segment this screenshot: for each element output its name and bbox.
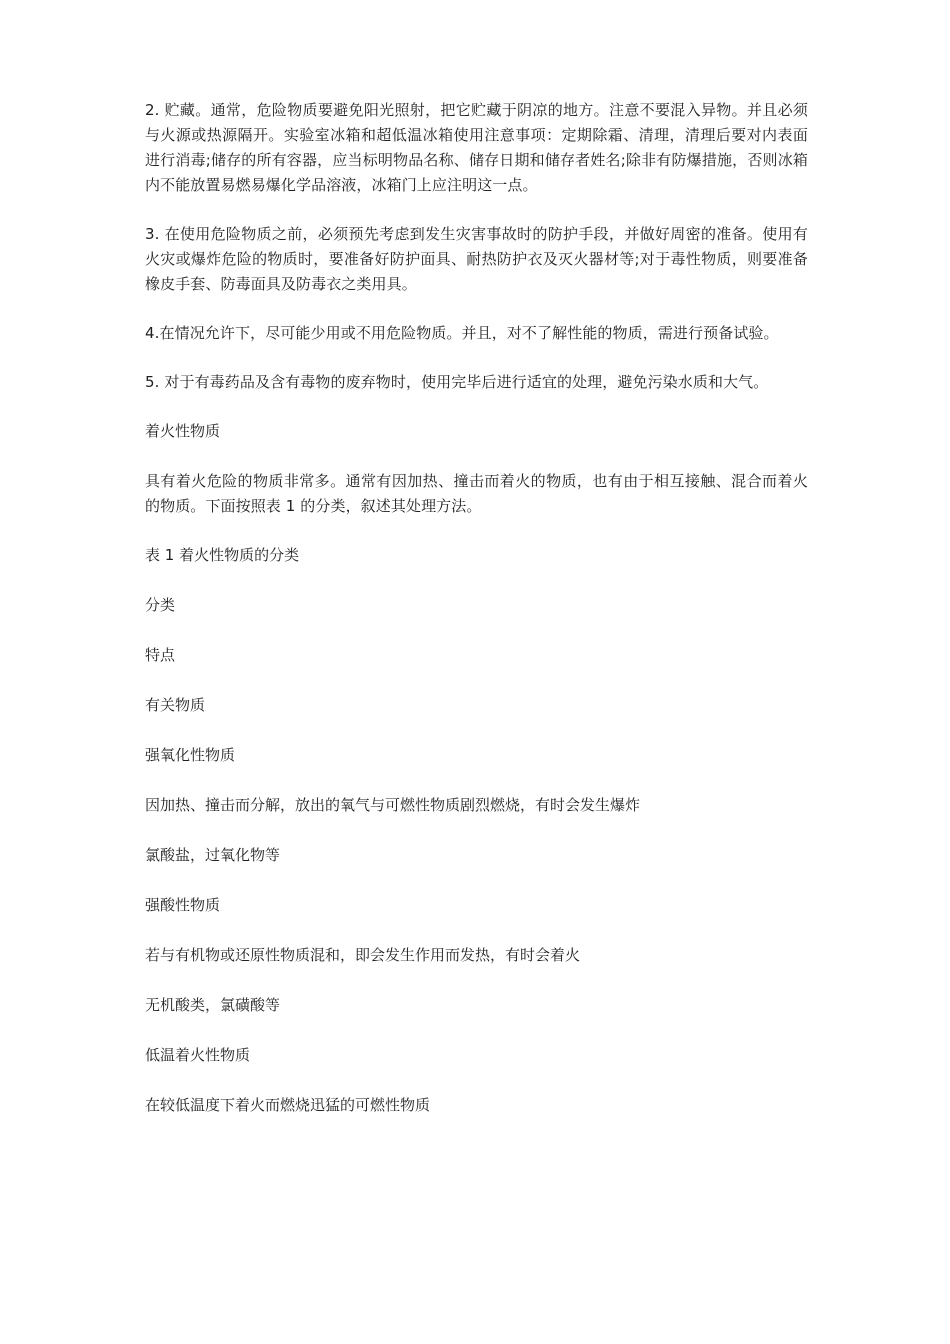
table-cell: 因加热、撞击而分解，放出的氧气与可燃性物质剧烈燃烧，有时会发生爆炸 [145,796,641,814]
table-cell: 在较低温度下着火而燃烧迅猛的可燃性物质 [145,1096,431,1114]
section-heading: 着火性物质 [145,422,221,440]
table-cell: 强酸性物质 [145,896,221,914]
table-cell: 若与有机物或还原性物质混和，即会发生作用而发热，有时会着火 [145,946,581,964]
paragraph-flammable-intro: 具有着火危险的物质非常多。通常有因加热、撞击而着火的物质，也有由于相互接触、混合而着火的物质。下面按照表 1 的分类，叙述其处理方法。 [145,472,808,515]
table-cell: 低温着火性物质 [145,1046,251,1064]
table-header-category: 分类 [145,596,176,614]
table-cell: 强氧化性物质 [145,746,236,764]
paragraph-storage: 2. 贮藏。通常，危险物质要避免阳光照射，把它贮藏于阴凉的地方。注意不要混入异物。并且必须与火源或热源隔开。实验室冰箱和超低温冰箱使用注意事项：定期除霜、清理，清理后要对内表面进行消毒;储存的所有容器，应当标明物品名称、储存日期和储存者姓名;除非有防爆措施，否则冰箱内不能放置易燃易爆化学品溶液，冰箱门上应注明这一点。 [145,101,808,194]
table-header-feature: 特点 [145,646,176,664]
paragraph-minimize-use: 4.在情况允许下，尽可能少用或不用危险物质。并且，对不了解性能的物质，需进行预备试验。 [145,324,779,342]
paragraph-waste-disposal: 5. 对于有毒药品及含有毒物的废弃物时，使用完毕后进行适宜的处理，避免污染水质和大气。 [145,373,769,391]
table-caption: 表 1 着火性物质的分类 [145,546,300,564]
paragraph-precautions: 3. 在使用危险物质之前，必须预先考虑到发生灾害事故时的防护手段，并做好周密的准备。使用有火灾或爆炸危险的物质时，要准备好防护面具、耐热防护衣及灭火器材等;对于毒性物质，则要准备橡皮手套、防毒面具及防毒衣之类用具。 [145,225,808,293]
table-cell: 氯酸盐，过氧化物等 [145,846,281,864]
table-header-substances: 有关物质 [145,696,206,714]
table-cell: 无机酸类，氯磺酸等 [145,996,281,1014]
